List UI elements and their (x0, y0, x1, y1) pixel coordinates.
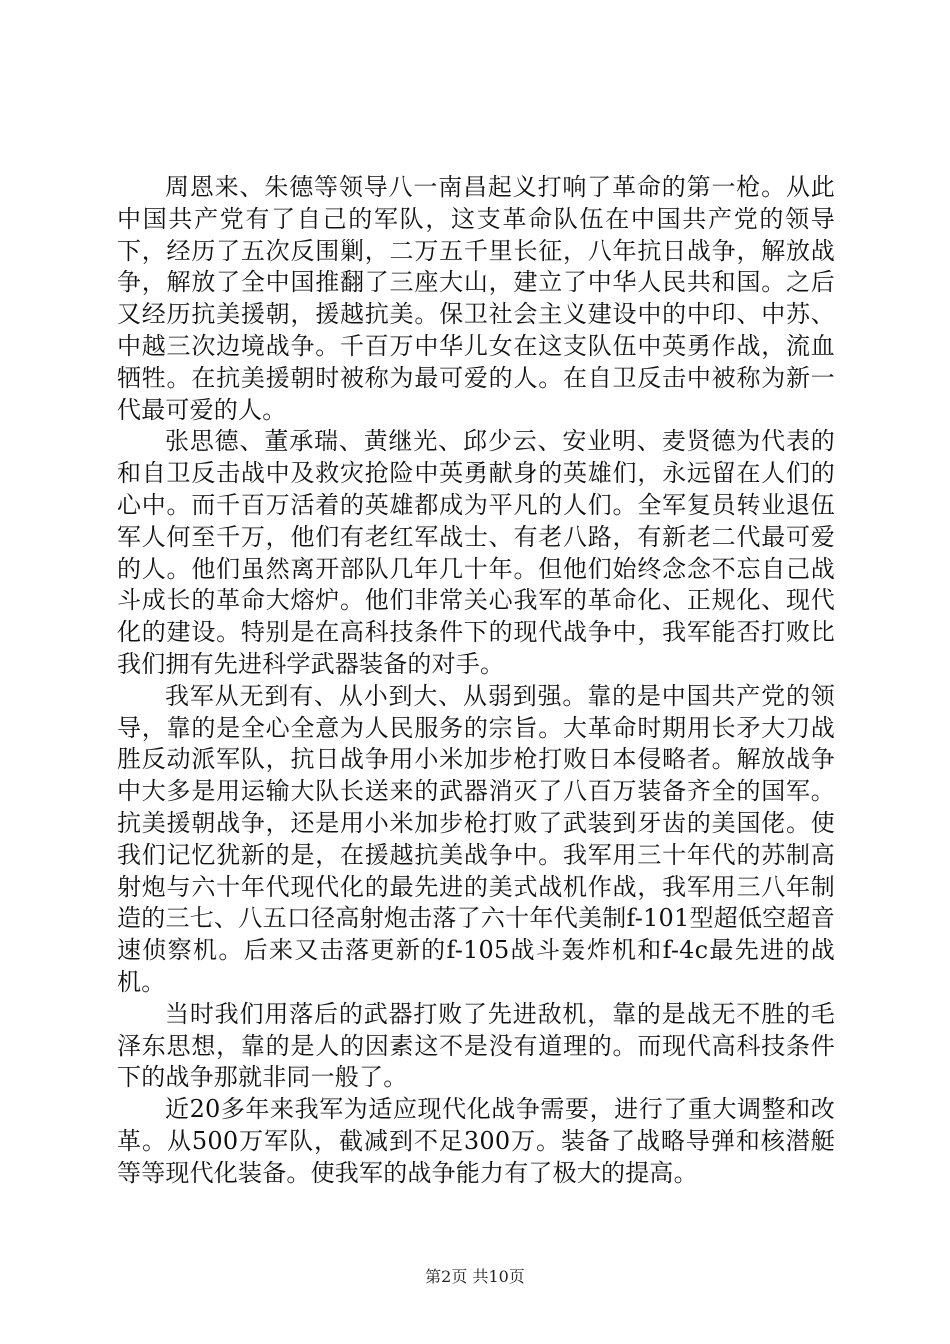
paragraph-4: 当时我们用落后的武器打败了先进敌机，靠的是战无不胜的毛泽东思想，靠的是人的因素这不是没有道理的。而现代高科技条件下的战争那就非同一般了。 (117, 999, 835, 1092)
document-body (117, 172, 835, 1190)
page-number-footer: 第2页 共10页 (425, 1267, 525, 1286)
paragraph-5: 近20多年来我军为适应现代化战争需要，进行了重大调整和改革。从500万军队，截减到不足300万。装备了战略导弹和核潜艇等等现代化装备。使我军的战争能力有了极大的提高。 (117, 1095, 835, 1187)
paragraph-1: 周恩来、朱德等领导八一南昌起义打响了革命的第一枪。从此中国共产党有了自己的军队，这支革命队伍在中国共产党的领导下，经历了五次反围剿，二万五千里长征，八年抗日战争，解放战争，解放了全中国推翻了三座大山，建立了中华人民共和国。之后又经历抗美援朝，援越抗美。保卫社会主义建设中的中印、中苏、中越三次边境战争。千百万中华儿女在这支队伍中英勇作战，流血牺牲。在抗美援朝时被称为最可爱的人。在自卫反击中被称为新一代最可爱的人。 (117, 173, 835, 424)
paragraph-3: 我军从无到有、从小到大、从弱到强。靠的是中国共产党的领导，靠的是全心全意为人民服务的宗旨。大革命时期用长矛大刀战胜反动派军队，抗日战争用小米加步枪打败日本侵略者。解放战争中大多是用运输大队长送来的武器消灭了八百万装备齐全的国军。抗美援朝战争，还是用小米加步枪打败了武装到牙齿的美国佬。使我们记忆犹新的是，在援越抗美战争中。我军用三十年代的苏制高射炮与六十年代现代化的最先进的美式战机作战，我军用三八年制造的三七、八五口径高射炮击落了六十年代美制f-101型超低空超音速侦察机。后来又击落更新的f-105战斗轰炸机和f-4c最先进的战机。 (117, 681, 835, 996)
paragraph-2: 张思德、董承瑞、黄继光、邱少云、安业明、麦贤德为代表的和自卫反击战中及救灾抢险中英勇献身的英雄们，永远留在人们的心中。而千百万活着的英雄都成为平凡的人们。全军复员转业退伍军人何至千万，他们有老红军战士、有老八路，有新老二代最可爱的人。他们虽然离开部队几年几十年。但他们始终念念不忘自己战斗成长的革命大熔炉。他们非常关心我军的革命化、正规化、现代化的建设。特别是在高科技条件下的现代战争中，我军能否打败比我们拥有先进科学武器装备的对手。 (117, 427, 835, 678)
